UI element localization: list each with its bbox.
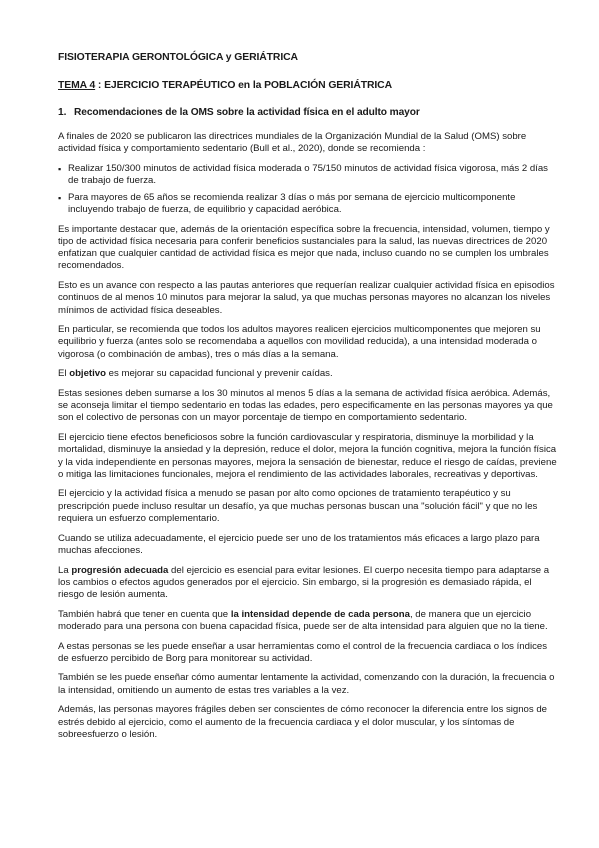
topic-title: : EJERCICIO TERAPÉUTICO en la POBLACIÓN GERIÁTRICA: [97, 80, 392, 92]
paragraph: El ejercicio tiene efectos beneficiosos sobre la función cardiovascular y respiratoria, disminuye la morbilidad y la mortalidad, disminuye la ansiedad y la depresión, reduce el dolor, mejora la función cognitiva, mejora la función física y la vida independiente en personas mayores, mejora la sensación de bienestar, reduce el riesgo de caídas, previene o mitiga las limitaciones funcionales, mejora el rendimiento de las actividades laborales, recreativas y deportivas.: [58, 432, 557, 480]
text-run: El: [58, 368, 70, 380]
section-number: 1.: [58, 107, 67, 119]
topic-heading: [58, 80, 557, 92]
text-run: es mejorar su capacidad funcional y prevenir caídas.: [105, 368, 333, 380]
text-run: La: [58, 564, 72, 576]
text-run: , de manera que un ejercicio moderado para una persona con buena capacidad física, puede ser de alta intensidad para alguien que no la tiene.: [58, 608, 548, 632]
emphasis: progresión adecuada: [71, 564, 169, 576]
paragraph: Estas sesiones deben sumarse a los 30 minutos al menos 5 días a la semana de actividad física aeróbica. Además, se aconseja limitar el tiempo sedentario en todas las edades, pero especificamente en las personas mayores ya que son el colectivo de personas con un mayor porcentaje de tiempo en comportamiento sedentario.: [58, 388, 553, 424]
paragraph: Cuando se utiliza adecuadamente, el ejercicio puede ser uno de los tratamientos más eficaces a largo plazo para muchas afecciones.: [58, 532, 540, 556]
paragraph: A finales de 2020 se publicaron las directrices mundiales de la Organización Mundial de la Salud (OMS) sobre actividad física y comportamiento sedentario (Bull et al., 2020), donde se recomienda :: [58, 130, 527, 154]
paragraph-intensity: [58, 609, 557, 633]
document-title: FISIOTERAPIA GERONTOLÓGICA y GERIÁTRICA: [58, 52, 298, 63]
paragraph-objective: [58, 368, 557, 380]
paragraph: Es importante destacar que, además de la orientación específica sobre la frecuencia, intensidad, volumen, tiempo y tipo de actividad física necesaria para conferir beneficios sustanciales para la salud, las nuevas directrices de 2020 enfatizan que cualquier cantidad de actividad física es mejor que nada, incluso cuando no se cumplen los umbrales recomendados.: [58, 223, 550, 272]
topic-label: TEMA 4: [58, 80, 96, 92]
paragraph: A estas personas se les puede enseñar a usar herramientas como el control de la frecuencia cardiaca o los índices de esfuerzo percibido de Borg para monitorear su actividad.: [58, 640, 548, 664]
paragraph: Esto es un avance con respecto a las pautas anteriores que requerían realizar cualquier actividad física en episodios continuos de al menos 10 minutos para mejorar la salud, ya que muchas personas mayores no alcanzan los niveles mínimos de actividad física deseables.: [58, 280, 555, 316]
paragraph-progression: [58, 565, 557, 602]
list-item: ▪ Realizar 150/300 minutos de actividad física moderada o 75/150 minutos de actividad física vigorosa, más 2 días de trabajo de fuerza.: [58, 163, 557, 187]
section-title: Recomendaciones de la OMS sobre la actividad física en el adulto mayor: [74, 107, 420, 119]
list-item: ▪ Para mayores de 65 años se recomienda realizar 3 días o más por semana de ejercicio multicomponente incluyendo trabajo de fuerza, de equilibrio y capacidad aeróbica.: [58, 192, 557, 216]
emphasis: la intensidad depende de cada persona: [230, 608, 410, 620]
paragraph: Además, las personas mayores frágiles deben ser conscientes de cómo reconocer la diferencia entre los signos de estrés debido al ejercicio, como el aumento de la frecuencia cardiaca y el dolor muscular, y los síntomas de sobreesfuerzo o lesión.: [58, 704, 548, 740]
paragraph: En particular, se recomienda que todos los adultos mayores realicen ejercicios multicomponentes que mejoren su equilibrio y fuerza (antes solo se recomendaba a aquellos con movilidad reducida), a una intensidad moderada o vigorosa (o combinación de ambas), tres o más días a la semana.: [58, 324, 541, 360]
text-run: También habrá que tener en cuenta que: [58, 608, 231, 620]
section-heading: [58, 107, 557, 119]
recommendation-list: [58, 163, 557, 217]
paragraph: También se les puede enseñar cómo aumentar lentamente la actividad, comenzando con la duración, la frecuencia o la intensidad, omitiendo un aumento de estas tres variables a la vez.: [58, 672, 555, 696]
emphasis: objetivo: [69, 368, 106, 380]
paragraph: El ejercicio y la actividad física a menudo se pasan por alto como opciones de tratamiento terapéutico y su prescripción puede incluso resultar un desafío, ya que muchas personas buscan una "solución fácil" y que no les requiera un esfuerzo complementario.: [58, 488, 538, 524]
text-run: del ejercicio es esencial para evitar lesiones. El cuerpo necesita tiempo para adaptarse a los cambios o efectos agudos generados por el ejercicio. Sin embargo, si la progresión es demasiado rápida, el riesgo de lesión aumenta.: [58, 564, 550, 600]
